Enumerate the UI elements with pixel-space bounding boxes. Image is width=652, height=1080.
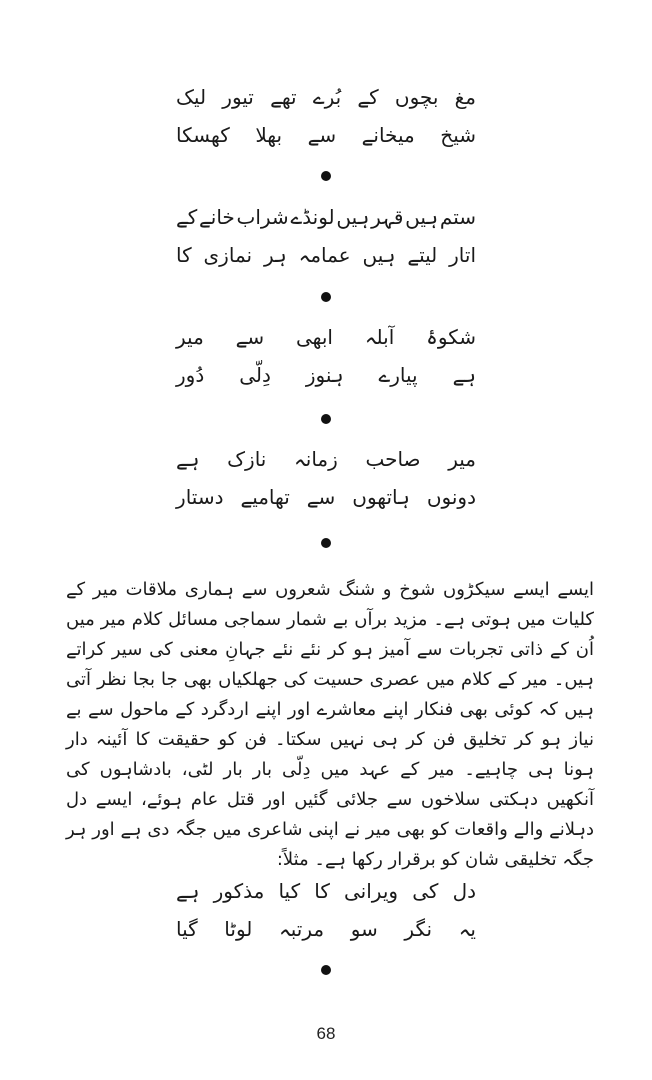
word: کا (176, 243, 192, 267)
bullet-separator (321, 538, 331, 548)
word: دُور (176, 363, 205, 387)
word: لونڈے (290, 205, 335, 229)
word: گیا (176, 917, 198, 941)
word: ہیں (336, 205, 370, 229)
couplet-1 (176, 78, 476, 154)
couplet-4 (176, 440, 476, 516)
word: ہیں (405, 205, 439, 229)
word: ہے (452, 363, 476, 387)
word: سے (307, 123, 337, 147)
bullet-separator (321, 292, 331, 302)
word: بھلا (255, 123, 283, 147)
word: لوٹا (224, 917, 253, 941)
word: لیتے (407, 243, 438, 267)
word: قہر (371, 205, 404, 229)
word: نگر (404, 917, 433, 941)
word: مرتبہ (279, 917, 325, 941)
word: پیارے (378, 363, 418, 387)
word: کے (357, 85, 379, 109)
bullet-separator (321, 414, 331, 424)
word: شکوۂ (426, 325, 476, 349)
word: ستم (439, 205, 476, 229)
word: کی (412, 879, 439, 903)
word: مغ (454, 85, 476, 109)
word: لیک (176, 85, 207, 109)
word: میر (176, 325, 204, 349)
word: بُرے (312, 85, 342, 109)
couplet-3-line-2 (176, 356, 476, 394)
word: سے (235, 325, 265, 349)
couplet-1-line-1 (176, 78, 476, 116)
word: شیخ (440, 123, 476, 147)
couplet-4-line-2 (176, 478, 476, 516)
word: ہے (176, 447, 200, 471)
prose-paragraph (66, 575, 594, 875)
word: صاحب (365, 447, 421, 471)
word: ہر (263, 243, 287, 267)
word: دِلّی (239, 363, 271, 387)
word: یہ (458, 917, 476, 941)
word: نمازی (203, 243, 253, 267)
couplet-5-line-2 (176, 910, 476, 948)
couplet-5-line-1 (176, 872, 476, 910)
word: ہے (176, 879, 200, 903)
bullet-separator (321, 965, 331, 975)
word: بچوں (394, 85, 439, 109)
couplet-2-line-2 (176, 236, 476, 274)
word: میر (448, 447, 476, 471)
couplet-2 (176, 198, 476, 274)
word: دستار (176, 485, 224, 509)
word: سے (306, 485, 336, 509)
couplet-1-line-2 (176, 116, 476, 154)
couplet-4-line-1 (176, 440, 476, 478)
word: کے (176, 205, 198, 229)
word: اتار (449, 243, 476, 267)
page-number: 68 (316, 1024, 336, 1043)
word: ابھی (295, 325, 333, 349)
word: ہاتھوں (352, 485, 410, 509)
couplet-5 (176, 872, 476, 948)
word: عمامہ (298, 243, 351, 267)
word: کا (314, 879, 330, 903)
word: ہنوز (305, 363, 344, 387)
word: مذکور (213, 879, 265, 903)
word: ہیں (362, 243, 396, 267)
word: دل (452, 879, 476, 903)
word: نازک (227, 447, 267, 471)
word: زمانہ (294, 447, 338, 471)
word: تھامیے (240, 485, 290, 509)
word: شراب (236, 205, 289, 229)
word: آبلہ (364, 325, 395, 349)
word: دونوں (426, 485, 476, 509)
prose-text: ایسے ایسے سیکڑوں شوخ و شنگ شعروں سے ہماری ملاقات میر کے کلیات میں ہوتی ہے۔ مزید برآں بے شمار سماجی مسائل کلام میر میں اُن کے ذاتی تجربات سے آمیز ہو کر نئے نئے جہانِ معنی کی سیر کراتے ہیں۔ میر کے کلام میں عصری حسیت کی جھلکیاں بھی جا بجا نظر آتی ہیں کہ کوئی بھی فنکار اپنے معاشرے اور اپنے اردگرد کے ماحول سے بے نیاز ہو کر تخلیق فن کر ہی نہیں سکتا۔ فن کو حقیقت کا آئینہ دار ہونا ہی چاہیے۔ میر کے عہد میں دِلّی بار بار لٹی، بادشاہوں کی آنکھیں دہکتی سلاخوں سے جلائی گئیں اور قتل عام ہوئے، ایسے دل دہلانے والے واقعات کو بھی میر نے اپنی شاعری میں جگہ دی ہے اور ہر جگہ تخلیقی شان کو برقرار رکھا ہے۔ مثلاً: (66, 579, 594, 870)
word: ویرانی (344, 879, 399, 903)
word: سو (350, 917, 378, 941)
word: تھے (270, 85, 297, 109)
word: کھسکا (176, 123, 230, 147)
word: کیا (278, 879, 301, 903)
word: میخانے (361, 123, 415, 147)
couplet-2-line-1 (176, 198, 476, 236)
bullet-separator (321, 171, 331, 181)
couplet-3 (176, 318, 476, 394)
word: تیور (222, 85, 254, 109)
word: خانے (199, 205, 235, 229)
couplet-3-line-1 (176, 318, 476, 356)
